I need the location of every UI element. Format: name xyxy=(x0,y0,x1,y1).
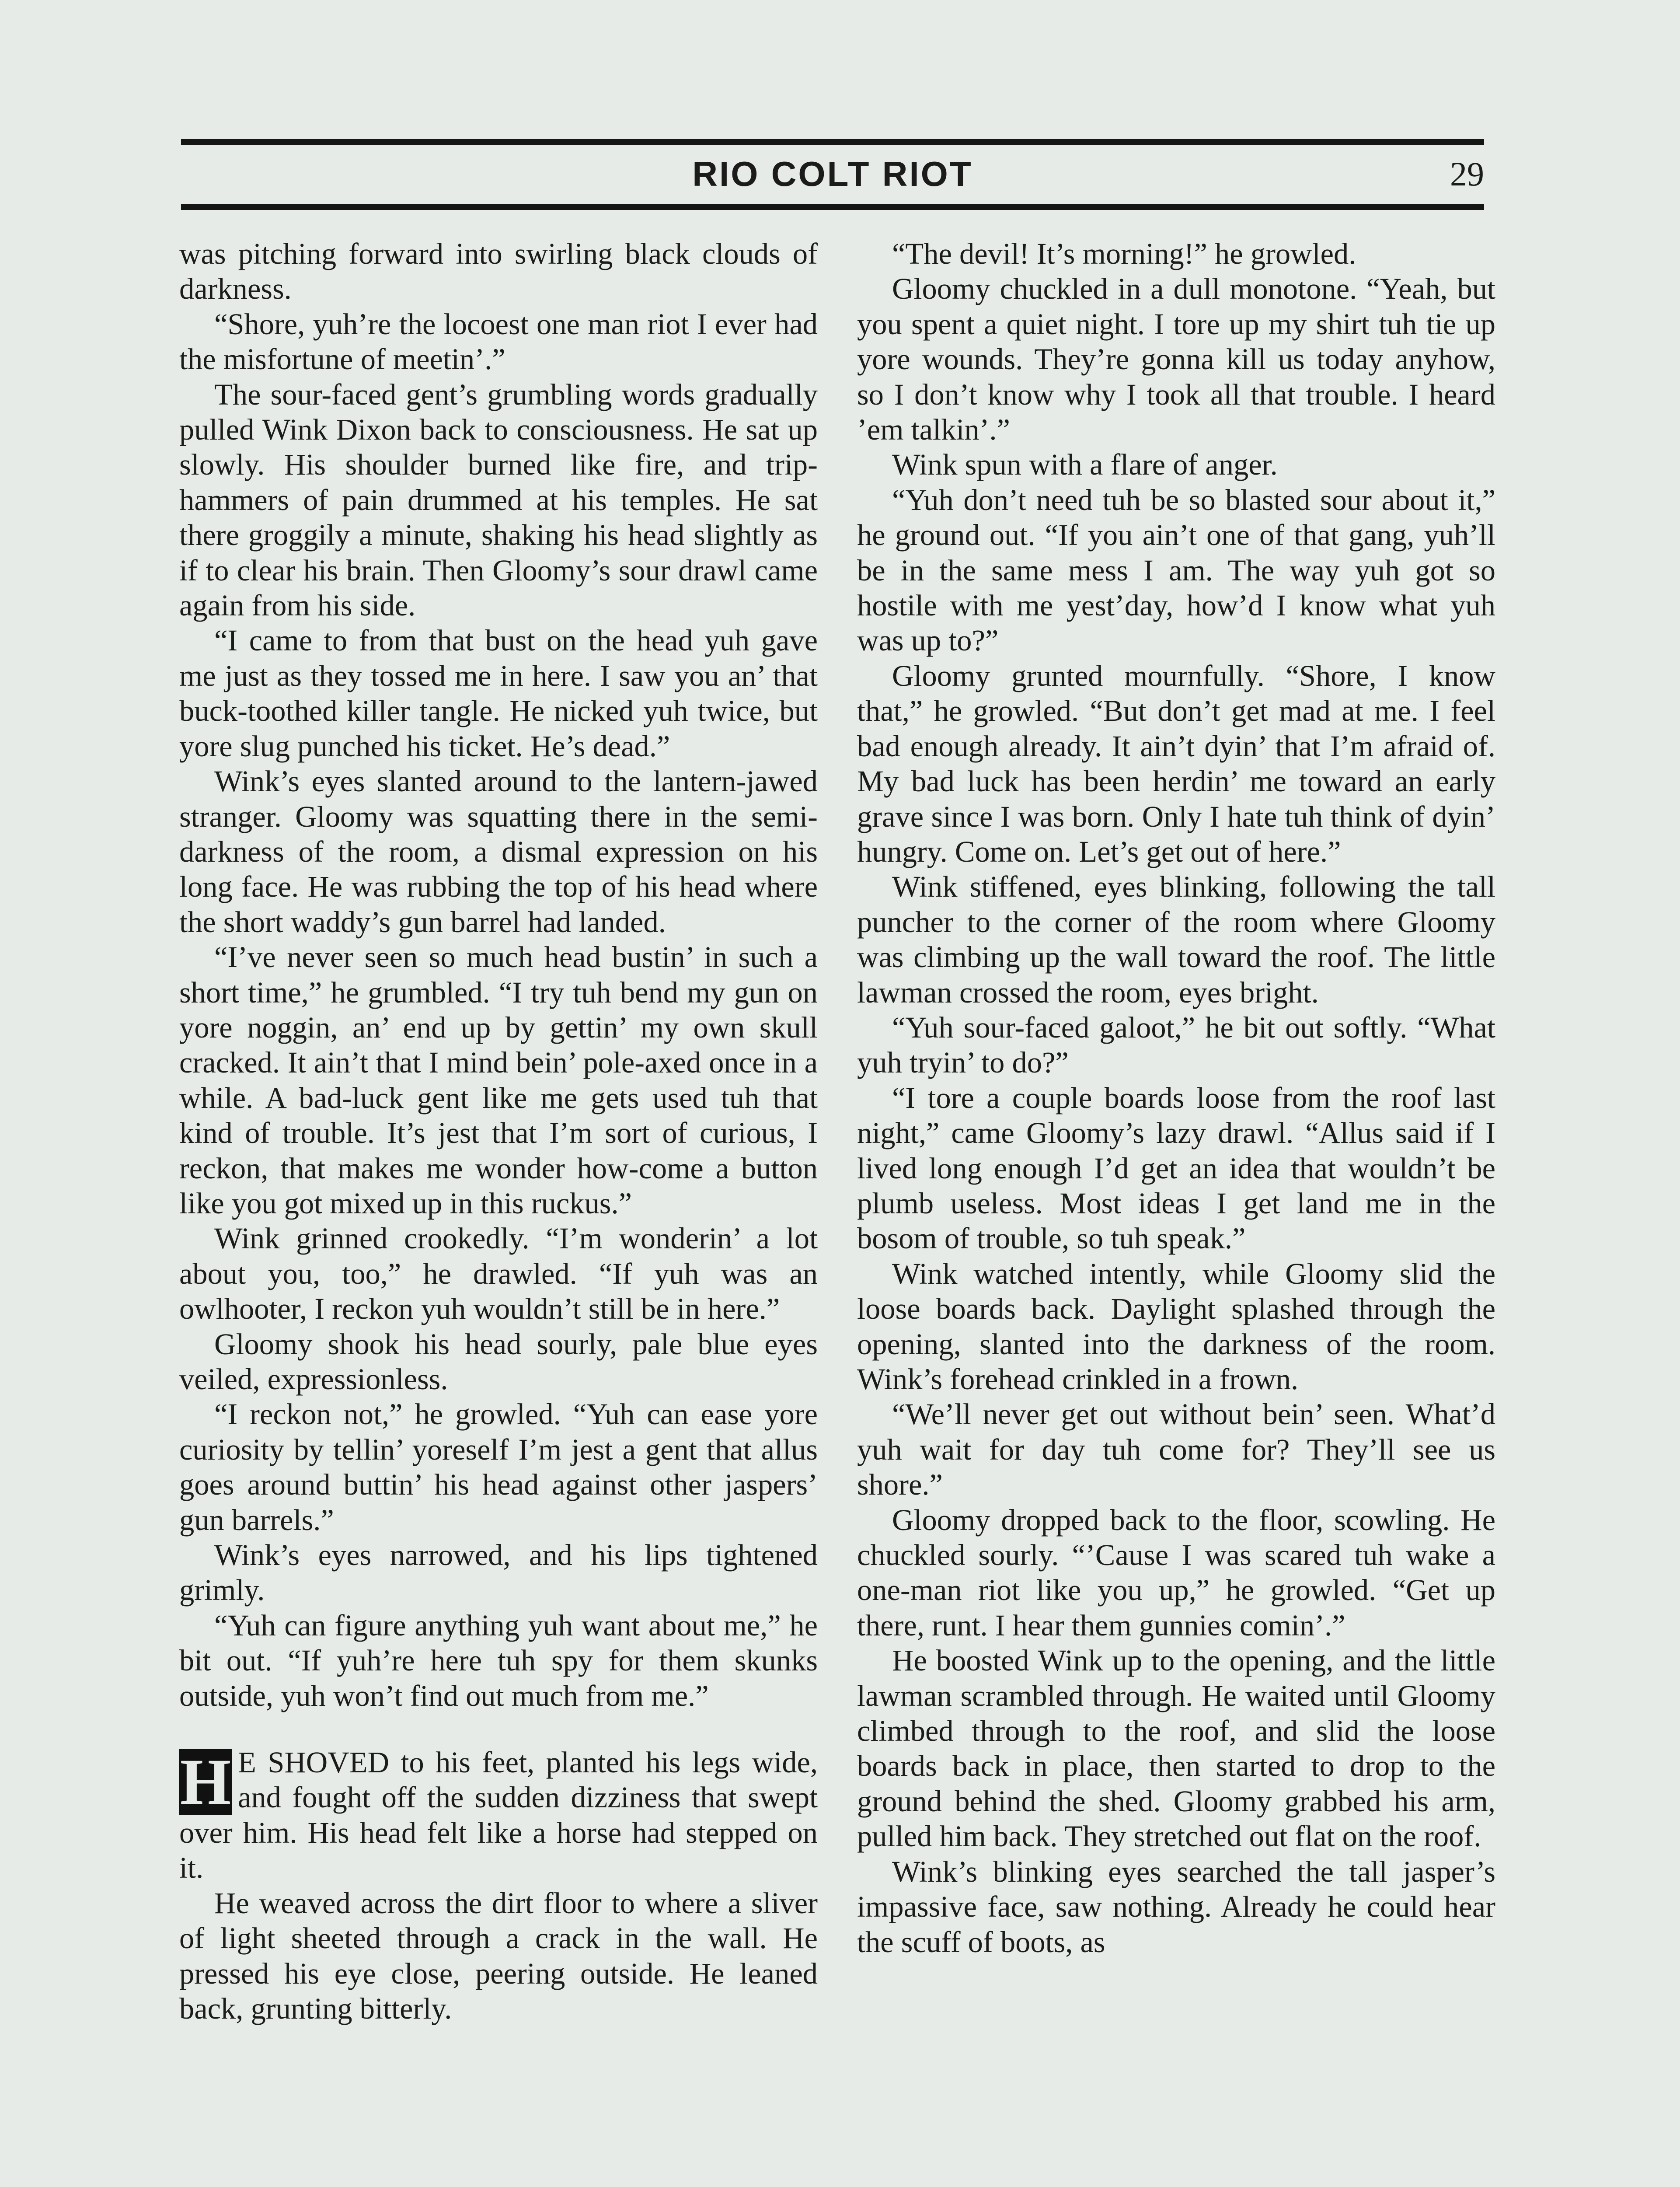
paragraph: was pitching forward into swirling black clouds of darkness. xyxy=(179,237,818,306)
paragraph: He boosted Wink up to the opening, and the little lawman scrambled through. He waited until Gloomy climbed through to the roof, and slid the loose boards back in place, then started to drop to the ground behind the shed. Gloomy grabbed his arm, pulled him back. They stretched out flat on the roof. xyxy=(857,1644,1495,1853)
paragraph: Wink’s eyes slanted around to the lantern-jawed stranger. Gloomy was squatting there in the semi-darkness of the room, a dismal expression on his long face. He was rubbing the top of his head where the short waddy’s gun barrel had landed. xyxy=(179,765,818,939)
paragraph: “I tore a couple boards loose from the roof last night,” came Gloomy’s lazy drawl. “Allus said if I lived long enough I’d get an idea that wouldn’t be plumb useless. Most ideas I get land me in the bosom of trouble, so tuh speak.” xyxy=(857,1081,1495,1255)
drop-cap-letter: H xyxy=(180,1746,231,1819)
page-number: 29 xyxy=(1450,155,1484,193)
paragraph: “I’ve never seen so much head bustin’ in such a short time,” he grumbled. “I try tuh bend my gun on yore noggin, an’ end up by gettin’ my own skull cracked. It ain’t that I mind bein’ pole-axed once in a while. A bad-luck gent like me gets used tuh that kind of trouble. It’s jest that I’m sort of curious, I reckon, that makes me wonder how-come a button like you got mixed up in this ruckus.” xyxy=(179,940,818,1220)
paragraph: Wink grinned crookedly. “I’m wonderin’ a lot about you, too,” he drawled. “If yuh was an owlhooter, I reckon yuh wouldn’t still be in here.” xyxy=(179,1222,818,1326)
left-column xyxy=(179,236,818,2187)
dropcap-paragraph xyxy=(179,1745,818,1886)
paragraph: “Shore, yuh’re the locoest one man riot I ever had the misfortune of meetin’.” xyxy=(179,307,818,376)
paragraph: The sour-faced gent’s grumbling words gradually pulled Wink Dixon back to consciousness. He sat up slowly. His shoulder burned like fire, and trip-hammers of pain drummed at his temples. He sat there groggily a minute, shaking his head slightly as if to clear his brain. Then Gloomy’s sour drawl came again from his side. xyxy=(179,377,818,622)
header-rule-top xyxy=(181,139,1484,145)
paragraph: “I came to from that bust on the head yuh gave me just as they tossed me in here. I saw you an’ that buck-toothed killer tangle. He nicked yuh twice, but yore slug punched his ticket. He’s dead.” xyxy=(179,624,818,763)
paragraph: Gloomy dropped back to the floor, scowling. He chuckled sourly. “’Cause I was scared tuh wake a one-man riot like you up,” he growled. “Get up there, runt. I hear them gunnies comin’.” xyxy=(857,1503,1495,1642)
dropcap-paragraph-text: E SHOVED to his feet, planted his legs wide, and fought off the sudden dizziness that swept over him. His head felt like a horse had stepped on it. xyxy=(179,1746,818,1885)
paragraph: “The devil! It’s morning!” he growled. xyxy=(892,237,1356,270)
paragraph: Wink spun with a flare of anger. xyxy=(892,448,1278,482)
paragraph: Wink watched intently, while Gloomy slid the loose boards back. Daylight splashed through the opening, slanted into the darkness of the room. Wink’s forehead crinkled in a frown. xyxy=(857,1257,1495,1396)
paragraph: Wink’s blinking eyes searched the tall jasper’s impassive face, saw nothing. Already he could hear the scuff of boots, as xyxy=(857,1855,1495,1959)
running-title: RIO COLT RIOT xyxy=(692,154,973,193)
right-column xyxy=(857,236,1495,2187)
header-rule-bottom xyxy=(181,204,1484,210)
paragraph: “Yuh sour-faced galoot,” he bit out softly. “What yuh tryin’ to do?” xyxy=(857,1010,1495,1080)
paragraph: He weaved across the dirt floor to where a sliver of light sheeted through a crack in the wall. He pressed his eye close, peering outside. He leaned back, grunting bitterly. xyxy=(179,1886,818,2025)
paragraph: Gloomy shook his head sourly, pale blue eyes veiled, expressionless. xyxy=(179,1327,818,1396)
paragraph: Gloomy chuckled in a dull monotone. “Yeah, but you spent a quiet night. I tore up my shirt tuh tie up yore wounds. They’re gonna kill us today anyhow, so I don’t know why I took all that trouble. I heard ’em talkin’.” xyxy=(857,272,1495,447)
paragraph: “Yuh don’t need tuh be so blasted sour about it,” he ground out. “If you ain’t one of that gang, yuh’ll be in the same mess I am. The way yuh got so hostile with me yest’day, how’d I know what yuh was up to?” xyxy=(857,483,1495,657)
paragraph: Gloomy grunted mournfully. “Shore, I know that,” he growled. “But don’t get mad at me. I feel bad enough already. It ain’t dyin’ that I’m afraid of. My bad luck has been herdin’ me toward an early grave since I was born. Only I hate tuh think of dyin’ hungry. Come on. Let’s get out of here.” xyxy=(857,659,1495,868)
paragraph: “Yuh can figure anything yuh want about me,” he bit out. “If yuh’re here tuh spy for them skunks outside, yuh won’t find out much from me.” xyxy=(179,1608,818,1712)
paragraph: Wink’s eyes narrowed, and his lips tightened grimly. xyxy=(179,1538,818,1607)
paragraph: “I reckon not,” he growled. “Yuh can ease yore curiosity by tellin’ yoreself I’m jest a gent that allus goes around buttin’ his head against other jaspers’ gun barrels.” xyxy=(179,1397,818,1537)
paragraph: Wink stiffened, eyes blinking, following the tall puncher to the corner of the room where Gloomy was climbing up the wall toward the roof. The little lawman crossed the room, eyes bright. xyxy=(857,870,1495,1009)
paragraph: “We’ll never get out without bein’ seen. What’d yuh wait for day tuh come for? They’ll see us shore.” xyxy=(857,1397,1495,1502)
